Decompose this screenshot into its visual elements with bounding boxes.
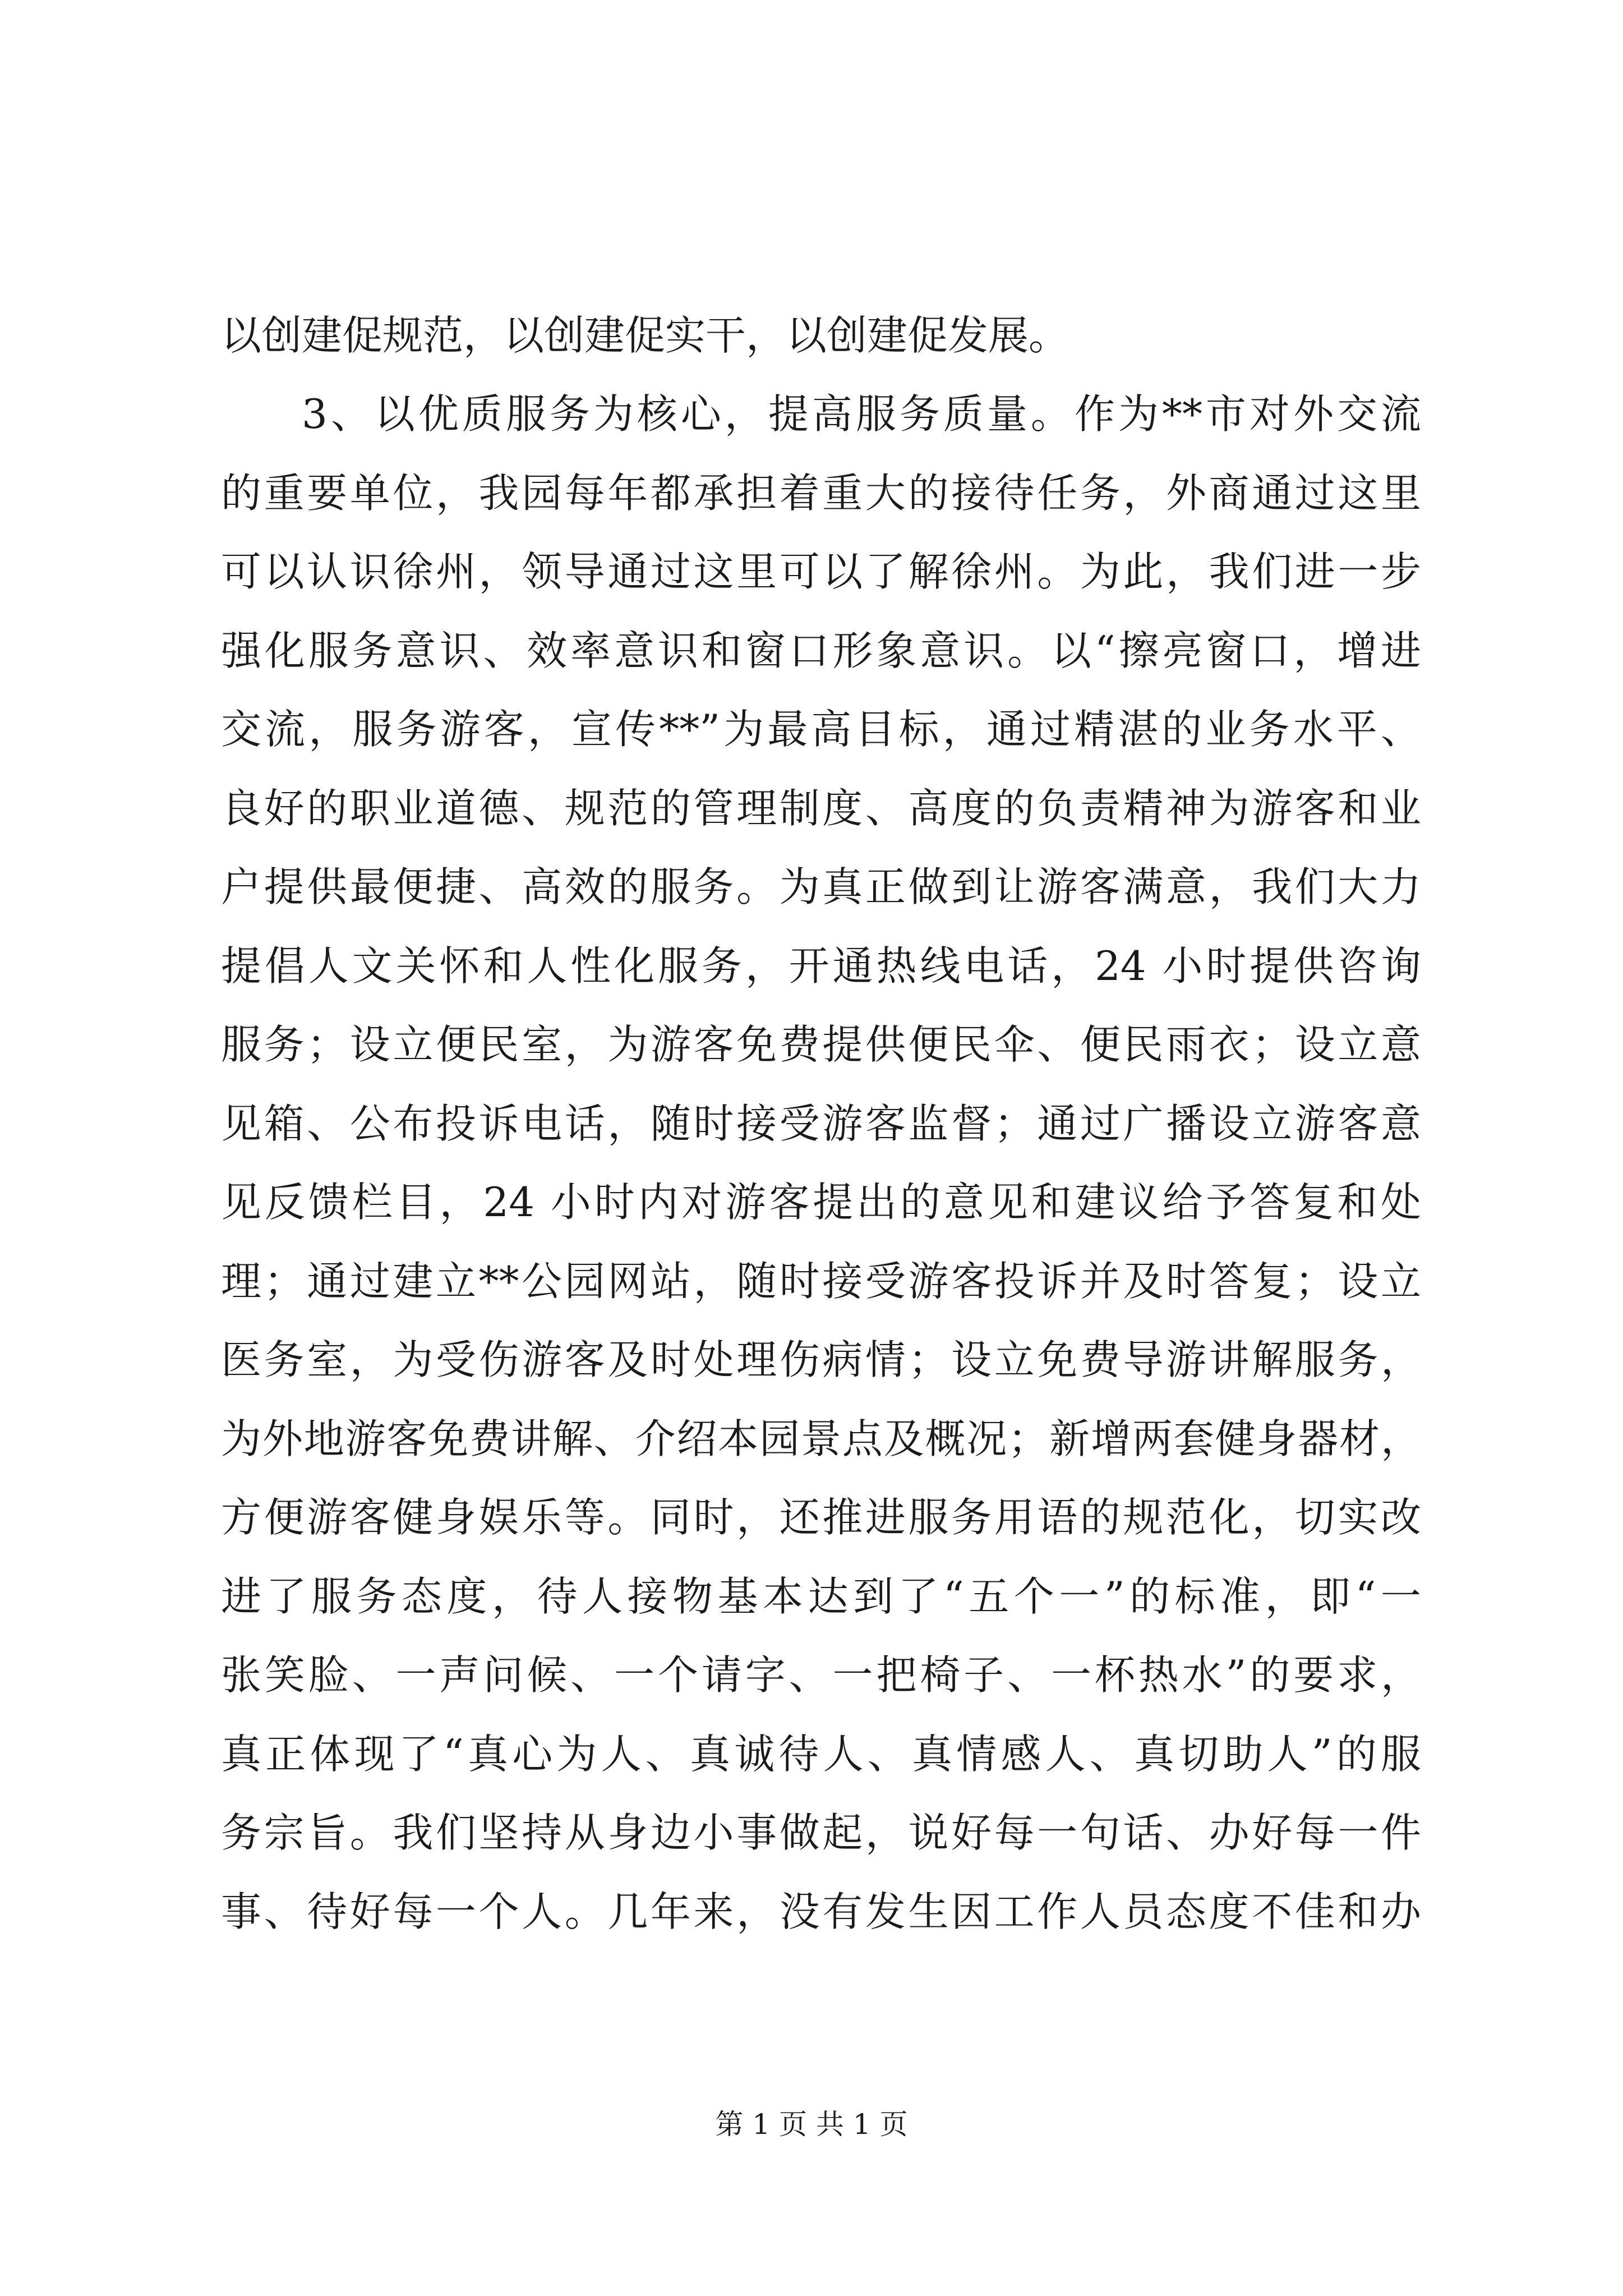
text-line-6: 交流，服务游客，宣传**”为最高目标，通过精湛的业务水平、 — [221, 706, 1421, 753]
text-line-17: 进了服务态度，待人接物基本达到了“五个一”的标准，即“一 — [221, 1573, 1421, 1620]
text-line-3: 的重要单位，我园每年都承担着重大的接待任务，外商通过这里 — [221, 470, 1421, 517]
text-line-11: 见箱、公布投诉电话，随时接受游客监督；通过广播设立游客意 — [221, 1100, 1421, 1147]
text-line-14: 医务室，为受伤游客及时处理伤病情；设立免费导游讲解服务， — [221, 1336, 1421, 1383]
text-line-21: 事、待好每一个人。几年来，没有发生因工作人员态度不佳和办 — [221, 1888, 1421, 1935]
text-line-15: 为外地游客免费讲解、介绍本园景点及概况；新增两套健身器材， — [221, 1415, 1421, 1462]
text-line-10: 服务；设立便民室，为游客免费提供便民伞、便民雨衣；设立意 — [221, 1021, 1421, 1068]
text-line-20: 务宗旨。我们坚持从身边小事做起，说好每一句话、办好每一件 — [221, 1809, 1421, 1856]
text-line-13: 理；通过建立**公园网站，随时接受游客投诉并及时答复；设立 — [221, 1258, 1421, 1305]
text-line-9: 提倡人文关怀和人性化服务，开通热线电话，24 小时提供咨询 — [221, 942, 1421, 990]
text-line-8: 户提供最便捷、高效的服务。为真正做到让游客满意，我们大力 — [221, 863, 1421, 910]
text-line-1: 以创建促规范，以创建促实干，以创建促发展。 — [221, 312, 1069, 359]
text-line-7: 良好的职业道德、规范的管理制度、高度的负责精神为游客和业 — [221, 785, 1421, 832]
page-footer: 第 1 页 共 1 页 — [715, 2108, 908, 2141]
text-line-12: 见反馈栏目，24 小时内对游客提出的意见和建议给予答复和处 — [221, 1179, 1421, 1226]
text-line-5: 强化服务意识、效率意识和窗口形象意识。以“擦亮窗口，增进 — [221, 627, 1421, 674]
text-line-18: 张笑脸、一声问候、一个请字、一把椅子、一杯热水”的要求， — [221, 1651, 1421, 1699]
text-line-19: 真正体现了“真心为人、真诚待人、真情感人、真切助人”的服 — [221, 1731, 1421, 1778]
text-line-4: 可以认识徐州，领导通过这里可以了解徐州。为此，我们进一步 — [221, 548, 1421, 595]
text-line-16: 方便游客健身娱乐等。同时，还推进服务用语的规范化，切实改 — [221, 1494, 1421, 1541]
text-line-2: 3、以优质服务为核心，提高服务质量。作为**市对外交流 — [302, 390, 1421, 438]
